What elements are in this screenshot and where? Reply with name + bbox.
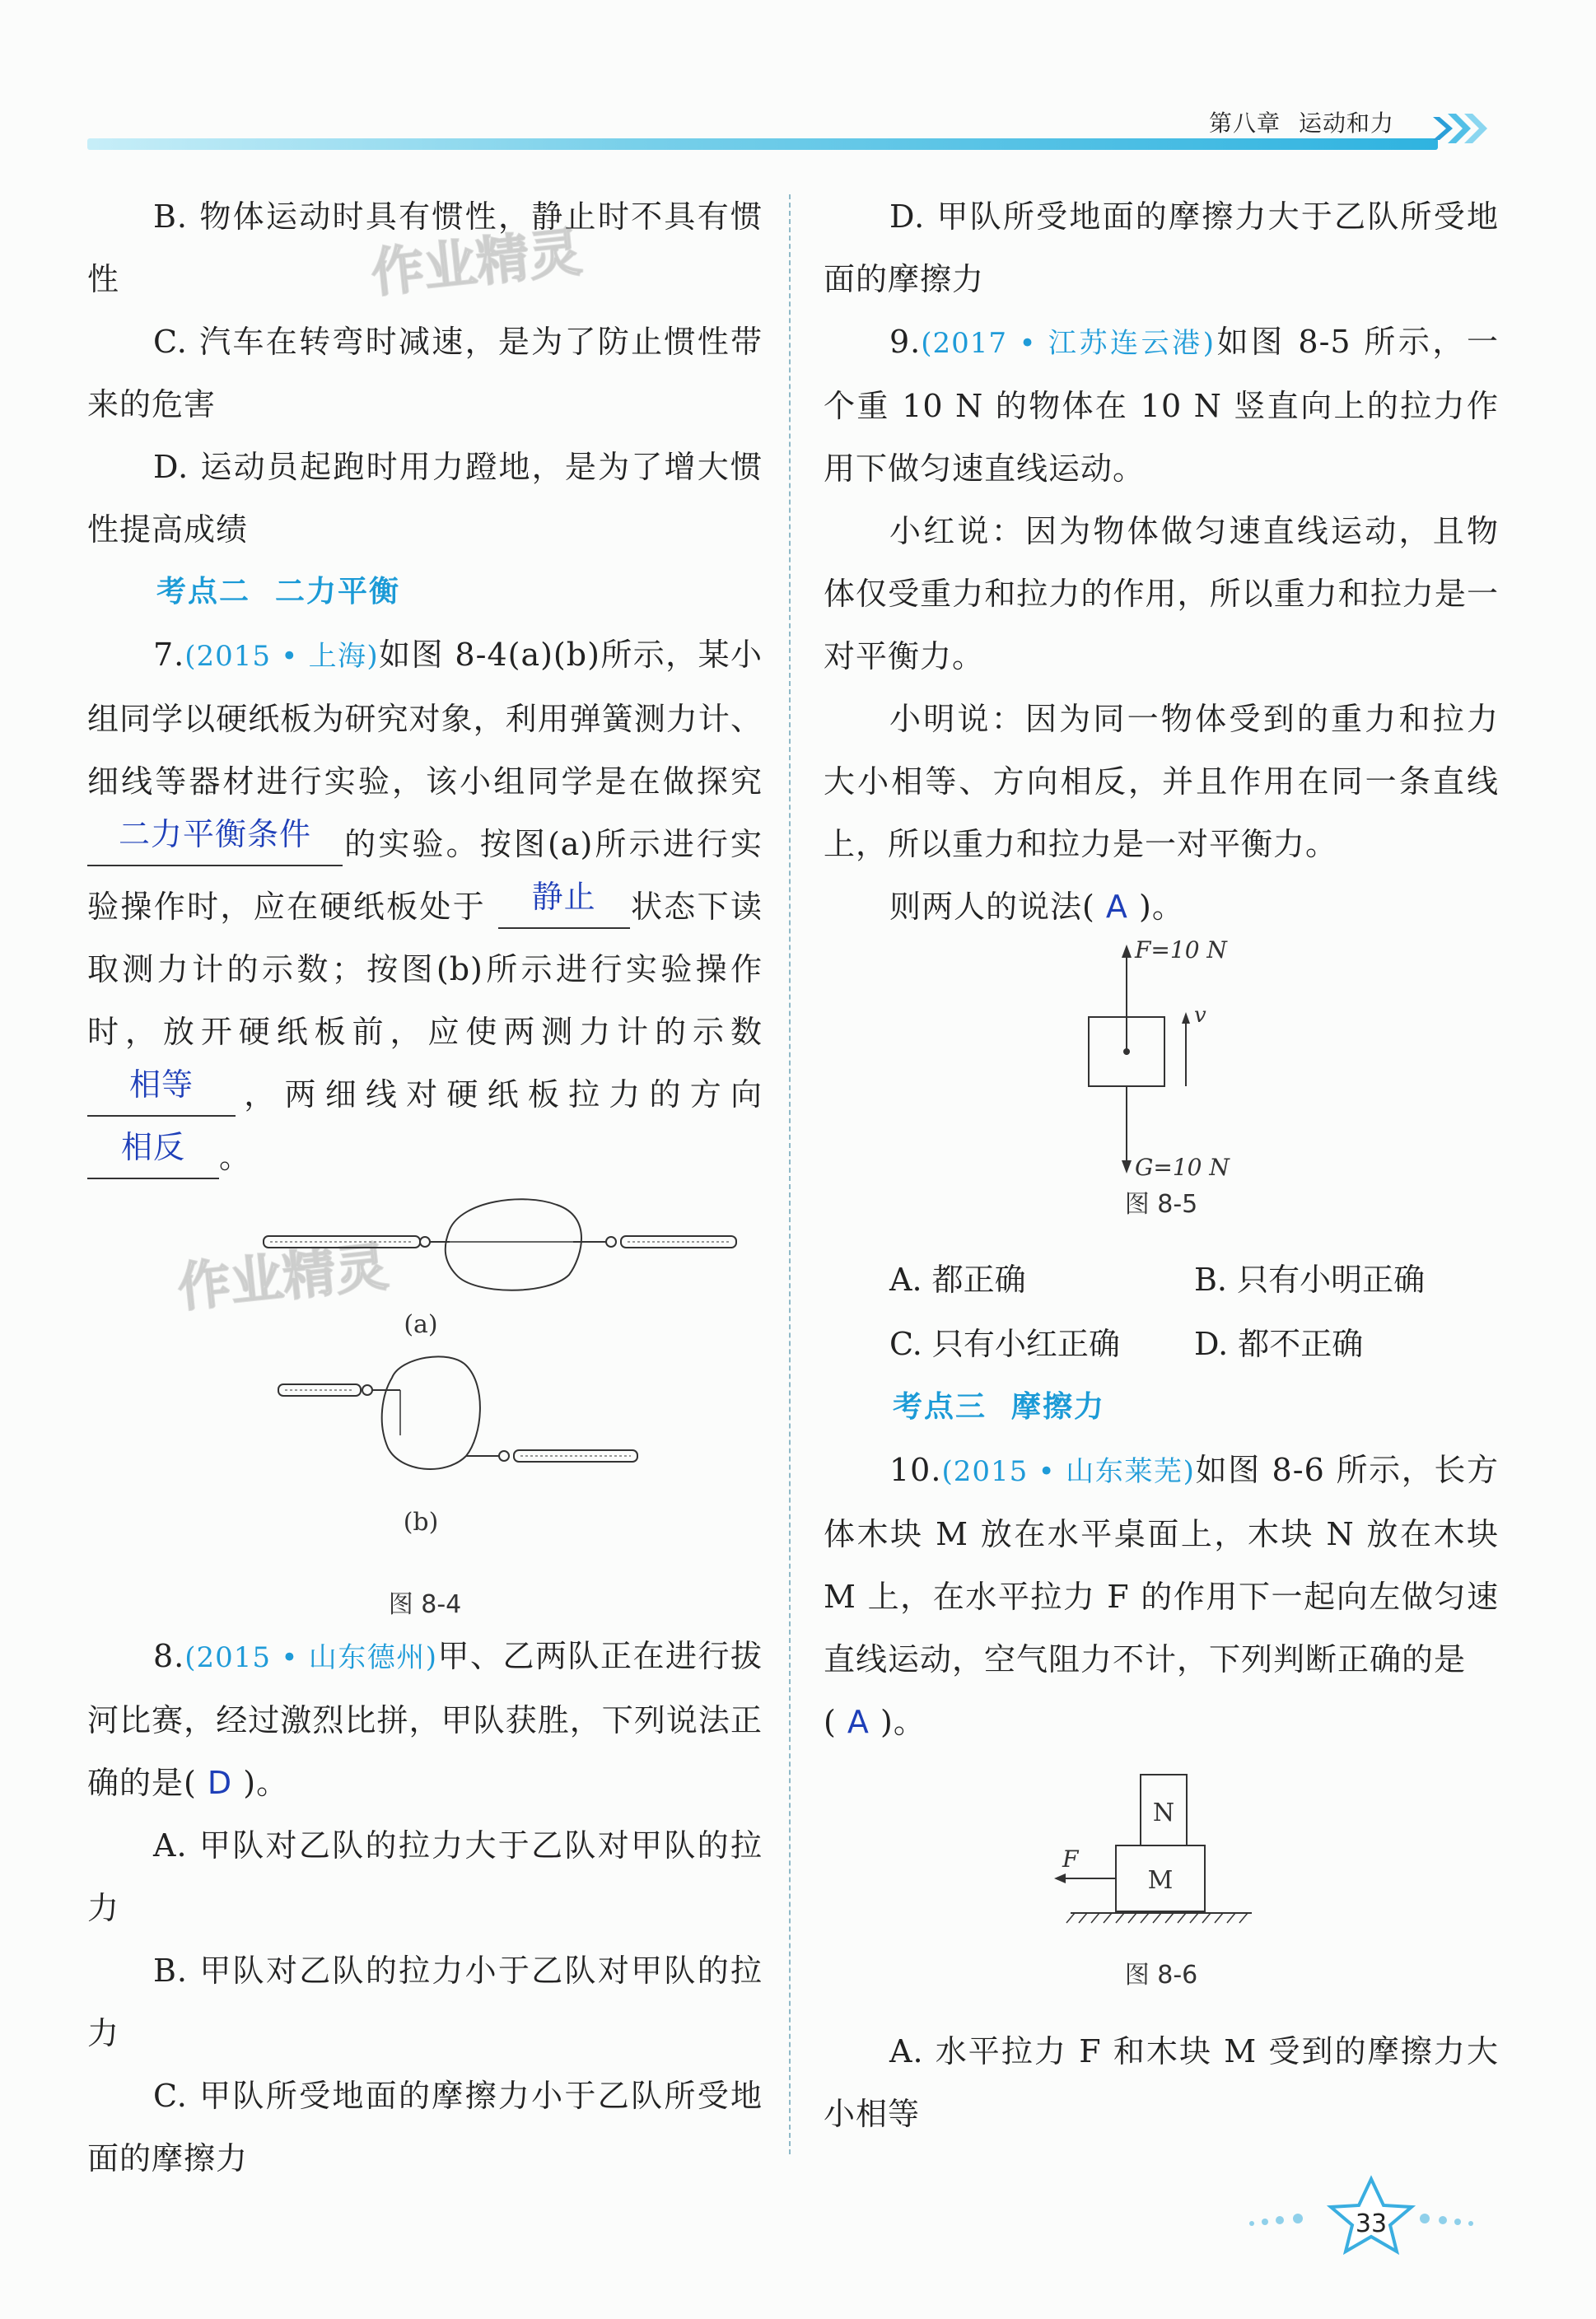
q9-option-b: B. 只有小明正确	[1194, 1262, 1426, 1298]
block-m-label: M	[1147, 1866, 1174, 1895]
figure-a-label: (a)	[404, 1310, 438, 1339]
section-heading-2	[87, 561, 763, 623]
figure-a	[264, 1199, 736, 1339]
question-9	[824, 310, 1499, 500]
q9-xiaoming: 小明说：因为同一物体受到的重力和拉力大小相等、方向相反，并且作用在同一条直线上，所以重力和拉力是一对平衡力。	[824, 701, 1499, 862]
figure-8-6-caption: 图 8-6	[1124, 1961, 1198, 1990]
block-n-label: N	[1152, 1799, 1175, 1827]
figure-8-4-caption: 图 8-4	[388, 1590, 462, 1619]
question-number: 8.	[153, 1638, 185, 1674]
answer-text: D	[207, 1765, 233, 1801]
question-source: (2015 • 上海)	[184, 640, 379, 673]
left-column	[87, 185, 763, 2190]
question-text: 如图 8-4(a)(b)所示，某小组同学以硬纸板为研究对象，利用弹簧测力计、细线等器材进行实验，该小组同学是在做探究	[87, 637, 763, 800]
force-f-label: F	[1062, 1845, 1079, 1873]
question-text: 状态下读取测力计的示数；按图(b)所示进行实验操作时，放开硬纸板前，应使两测力计的示数	[87, 889, 763, 1050]
section-label: 考点二	[156, 575, 251, 609]
question-text: 则两人的说法(	[889, 889, 1095, 925]
answer-blank	[87, 1129, 219, 1179]
answer-text: 相反	[120, 1129, 185, 1165]
watermark: 作业精灵	[368, 222, 585, 306]
q9-option-c: C. 只有小红正确	[889, 1326, 1120, 1362]
figure-8-6	[824, 1765, 1499, 1954]
chapter-number: 第八章	[1209, 110, 1281, 137]
question-8	[87, 1625, 763, 1814]
question-text: (	[824, 1704, 837, 1740]
header-bar	[87, 138, 1438, 150]
force-f-label: F=10 N	[1135, 938, 1227, 964]
q9-options-row-2	[824, 1312, 1499, 1376]
q6-option-b: B. 物体运动时具有惯性，静止时不具有惯性	[87, 198, 763, 297]
question-source: (2015 • 山东德州)	[184, 1641, 437, 1674]
question-text: 。	[219, 1139, 252, 1175]
answer-blank	[87, 816, 343, 866]
figure-8-4	[87, 1188, 763, 1600]
answer-text: 二力平衡条件	[118, 816, 311, 852]
q6-option-d: D. 运动员起跑时用力蹬地，是为了增大惯性提高成绩	[87, 449, 763, 548]
q8-option-d: D. 甲队所受地面的摩擦力大于乙队所受地面的摩擦力	[824, 198, 1499, 297]
question-7	[87, 623, 763, 1188]
question-text: 如图 8-6 所示，长方体木块 M 放在水平桌面上，木块 N 放在木块 M 上，在水平拉力 F 的作用下一起向左做匀速直线运动，空气阻力不计，下列判断正确的是	[824, 1452, 1499, 1677]
chapter-title: 运动和力	[1299, 110, 1395, 137]
question-number: 10.	[889, 1452, 942, 1488]
question-number: 9.	[889, 324, 922, 360]
answer-text: A	[847, 1704, 870, 1740]
q6-option-c: C. 汽车在转弯时减速，是为了防止惯性带来的危害	[87, 324, 763, 422]
chapter-header	[1209, 105, 1412, 138]
q9-xiaohong: 小红说：因为物体做匀速直线运动，且物体仅受重力和拉力的作用，所以重力和拉力是一对平衡力。	[824, 513, 1499, 674]
q9-prompt	[824, 875, 1499, 938]
question-source: (2015 • 山东莱芜)	[941, 1455, 1195, 1488]
section-heading-3	[824, 1376, 1499, 1439]
figure-8-5-caption: 图 8-5	[1124, 1190, 1198, 1219]
q10-option-a: A. 水平拉力 F 和木块 M 受到的摩擦力大小相等	[824, 2033, 1499, 2132]
answer-text: A	[1105, 889, 1128, 925]
q9-options-row-1	[824, 1248, 1499, 1312]
figure-8-5	[822, 938, 1497, 1177]
question-source: (2017 • 江苏连云港)	[921, 327, 1216, 360]
right-column	[824, 185, 1499, 2145]
column-divider	[789, 194, 791, 2154]
q9-option-a: A. 都正确	[889, 1262, 1026, 1298]
section-title: 摩擦力	[1011, 1390, 1106, 1424]
figure-b-label: (b)	[403, 1508, 439, 1537]
question-10	[824, 1439, 1499, 1691]
q9-option-d: D. 都不正确	[1194, 1326, 1364, 1362]
chevron-right-icon	[1433, 110, 1491, 147]
question-number: 7.	[153, 637, 185, 673]
answer-blank	[498, 879, 630, 929]
force-g-label: G=10 N	[1135, 1154, 1230, 1177]
answer-text: 相等	[128, 1066, 194, 1103]
figure-b	[278, 1356, 637, 1537]
question-text: 甲、乙两队正在进行拔河比赛，经过激烈比拼，甲队获胜，下列说法正确的是(	[87, 1638, 763, 1801]
question-text: ，两细线对硬纸板拉力的方向	[236, 1076, 763, 1113]
section-label: 考点三	[893, 1390, 987, 1424]
question-text: 如图 8-5 所示，一个重 10 N 的物体在 10 N 竖直向上的拉力作用下做匀速直线运动。	[824, 324, 1499, 487]
question-text: )。	[243, 1765, 289, 1801]
section-title: 二力平衡	[275, 575, 401, 609]
q10-answer-line	[824, 1691, 1499, 1753]
question-text: )。	[880, 1704, 926, 1740]
question-text: 的实验。按图(a)所示进行实验操作时，应在硬纸板处于	[87, 826, 763, 925]
q8-option-c: C. 甲队所受地面的摩擦力小于乙队所受地面的摩擦力	[87, 2078, 763, 2177]
velocity-label: v	[1194, 1003, 1206, 1028]
answer-text: 静止	[531, 879, 596, 915]
q8-option-b: B. 甲队对乙队的拉力小于乙队对甲队的拉力	[87, 1953, 763, 2051]
q8-option-a: A. 甲队对乙队的拉力大于乙队对甲队的拉力	[87, 1827, 763, 1926]
question-text: )。	[1139, 889, 1184, 925]
watermark: 作业精灵	[175, 1236, 391, 1320]
answer-blank	[87, 1066, 236, 1117]
page-number: 33	[1355, 2209, 1388, 2238]
